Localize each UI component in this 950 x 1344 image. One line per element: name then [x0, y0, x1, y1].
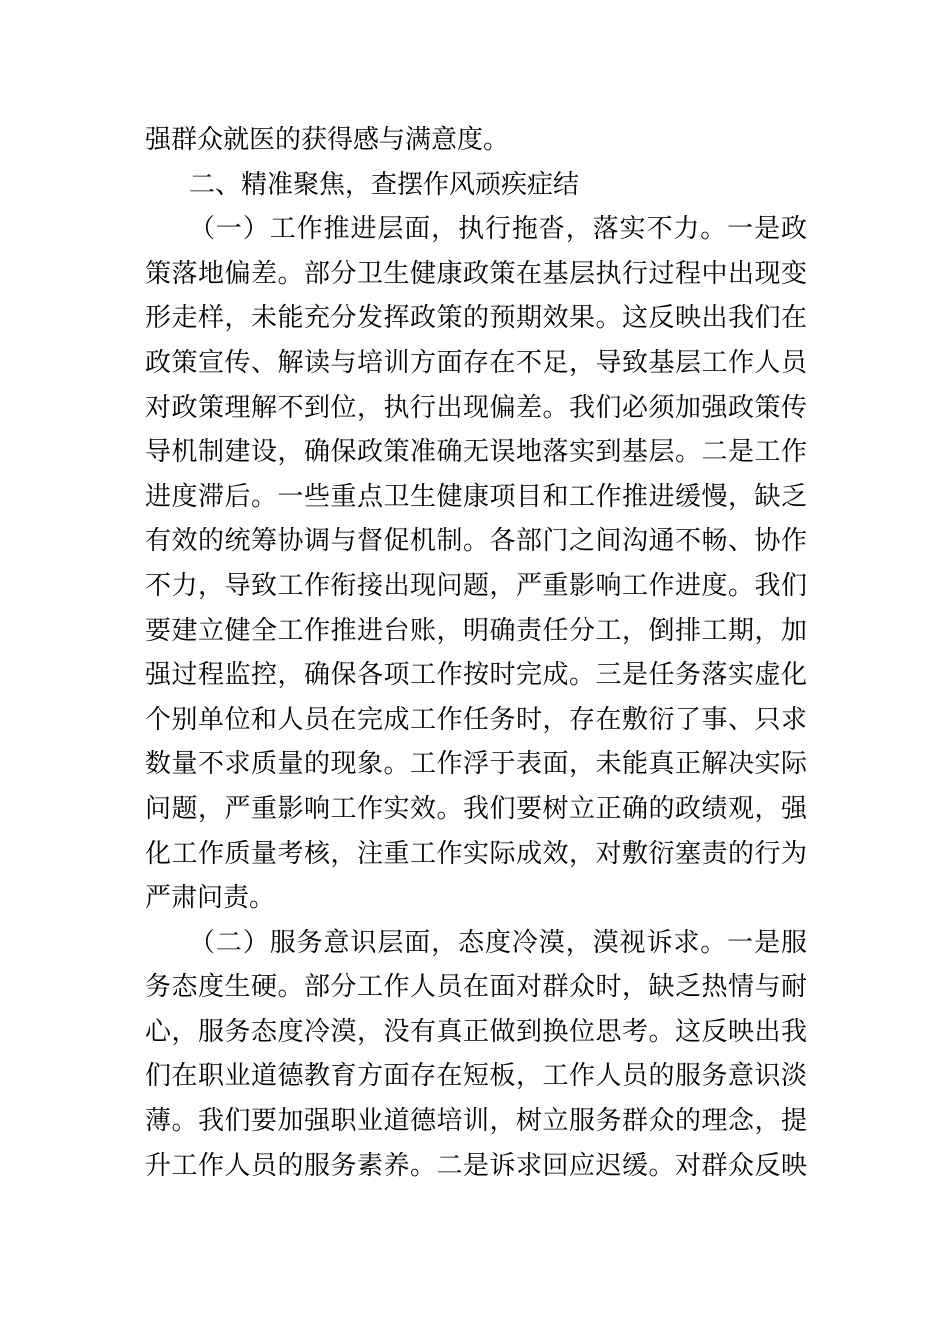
text-line: 数量不求质量的现象。工作浮于表面，未能真正解决实际 — [145, 749, 807, 780]
text-line: 薄。我们要加强职业道德培训，树立服务群众的理念，提 — [145, 1106, 807, 1137]
text-line: 心，服务态度冷漠，没有真正做到换位思考。这反映出我 — [145, 1016, 807, 1047]
text-line: 进度滞后。一些重点卫生健康项目和工作推进缓慢，缺乏 — [145, 481, 807, 512]
text-line: 导机制建设，确保政策准确无误地落实到基层。二是工作 — [145, 437, 807, 468]
text-line: （一）工作推进层面，执行拖沓，落实不力。一是政 — [189, 214, 807, 245]
text-line: 务态度生硬。部分工作人员在面对群众时，缺乏热情与耐 — [145, 972, 807, 1003]
text-line: 们在职业道德教育方面存在短板，工作人员的服务意识淡 — [145, 1061, 807, 1092]
text-line: 升工作人员的服务素养。二是诉求回应迟缓。对群众反映 — [145, 1150, 807, 1181]
text-line: 策落地偏差。部分卫生健康政策在基层执行过程中出现变 — [145, 258, 807, 289]
text-line: 问题，严重影响工作实效。我们要树立正确的政绩观，强 — [145, 793, 807, 824]
text-line: 不力，导致工作衔接出现问题，严重影响工作进度。我们 — [145, 570, 807, 601]
text-line: 要建立健全工作推进台账，明确责任分工，倒排工期，加 — [145, 615, 807, 646]
text-line: （二）服务意识层面，态度冷漠，漠视诉求。一是服 — [189, 927, 807, 958]
section-heading: 二、精准聚焦，查摆作风顽疾症结 — [189, 169, 580, 200]
text-line: 政策宣传、解读与培训方面存在不足，导致基层工作人员 — [145, 347, 807, 378]
text-line: 个别单位和人员在完成工作任务时，存在敷衍了事、只求 — [145, 704, 807, 735]
text-line: 有效的统筹协调与督促机制。各部门之间沟通不畅、协作 — [145, 526, 807, 557]
text-line: 严肃问责。 — [145, 883, 276, 914]
text-line: 化工作质量考核，注重工作实际成效，对敷衍塞责的行为 — [145, 838, 807, 869]
text-line: 形走样，未能充分发挥政策的预期效果。这反映出我们在 — [145, 303, 807, 334]
text-line: 对政策理解不到位，执行出现偏差。我们必须加强政策传 — [145, 392, 807, 423]
text-line: 强群众就医的获得感与满意度。 — [145, 125, 510, 155]
document-body — [145, 118, 807, 1188]
text-line: 强过程监控，确保各项工作按时完成。三是任务落实虚化 — [145, 660, 807, 691]
